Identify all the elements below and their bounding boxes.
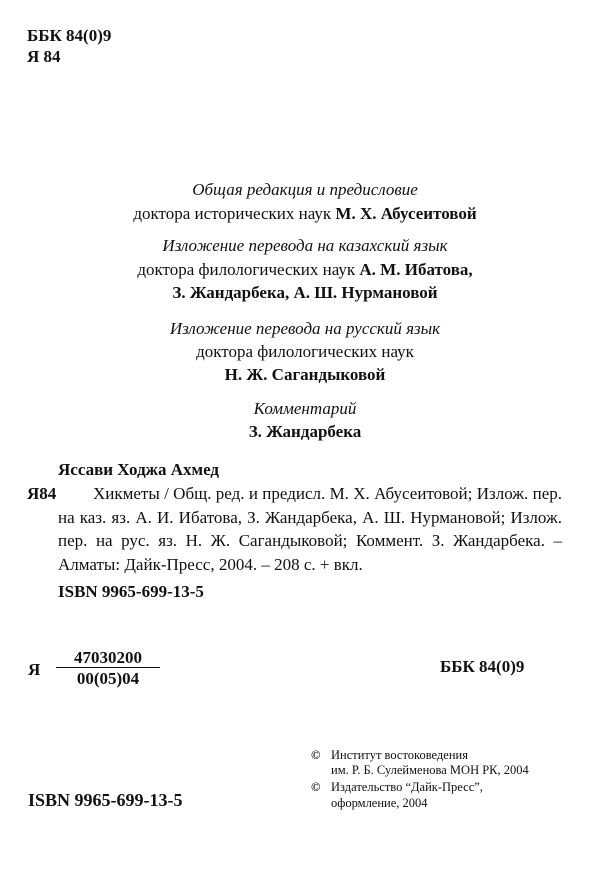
card-isbn: ISBN 9965-699-13-5	[58, 582, 204, 601]
copyright-line: им. Р. Б. Сулейменова МОН РК, 2004	[331, 763, 529, 777]
credit-prefix: доктора филологических наук	[196, 342, 414, 361]
copyright-line: Издательство “Дайк-Пресс”,	[331, 780, 483, 794]
credit-role-kazakh: Изложение перевода на казахский язык	[162, 236, 448, 255]
index-numerator: 47030200	[56, 648, 160, 668]
credit-name: М. Х. Абусеитовой	[335, 204, 477, 223]
bbk-code: ББК 84(0)9	[27, 26, 112, 45]
credit-prefix: доктора филологических наук	[137, 260, 360, 279]
card-author: Яссави Ходжа Ахмед	[58, 460, 220, 479]
credit-role-russian: Изложение перевода на русский язык	[169, 319, 441, 338]
copyright-symbol: ©	[311, 748, 321, 762]
credit-line	[0, 260, 600, 280]
credit-role-commentary: Комментарий	[253, 399, 357, 418]
isbn-bottom: ISBN 9965-699-13-5	[28, 790, 183, 810]
credit-prefix: доктора исторических наук	[133, 204, 336, 223]
card-description: Хикметы / Общ. ред. и предисл. М. Х. Абусеитовой; Излож. пер. на каз. яз. А. И. Ибатова, З. Жандарбека, А. Ш. Нурмановой; Излож. пер. на рус. яз. Н. Ж. Сагандыковой; Коммент. З. Жандарбека. – Алматы: Дайк-Пресс, 2004. – 208 с. + вкл.	[58, 484, 562, 574]
card-code: Я84	[27, 484, 57, 503]
copyright-line: Институт востоковедения	[331, 748, 468, 762]
credit-role-editor: Общая редакция и предисловие	[192, 180, 418, 199]
credit-line	[0, 204, 600, 224]
index-denominator: 00(05)04	[76, 669, 140, 688]
copyright-line: оформление, 2004	[331, 796, 428, 810]
copyright-symbol: ©	[311, 780, 321, 794]
author-mark: Я 84	[27, 47, 61, 66]
index-bbk: ББК 84(0)9	[440, 657, 525, 676]
credit-name: А. М. Ибатова,	[359, 260, 473, 279]
credit-name: Н. Ж. Сагандыковой	[224, 365, 386, 384]
credit-name: З. Жандарбека	[248, 422, 362, 441]
credit-name: З. Жандарбека, А. Ш. Нурмановой	[172, 283, 438, 302]
index-letter: Я	[28, 660, 41, 679]
